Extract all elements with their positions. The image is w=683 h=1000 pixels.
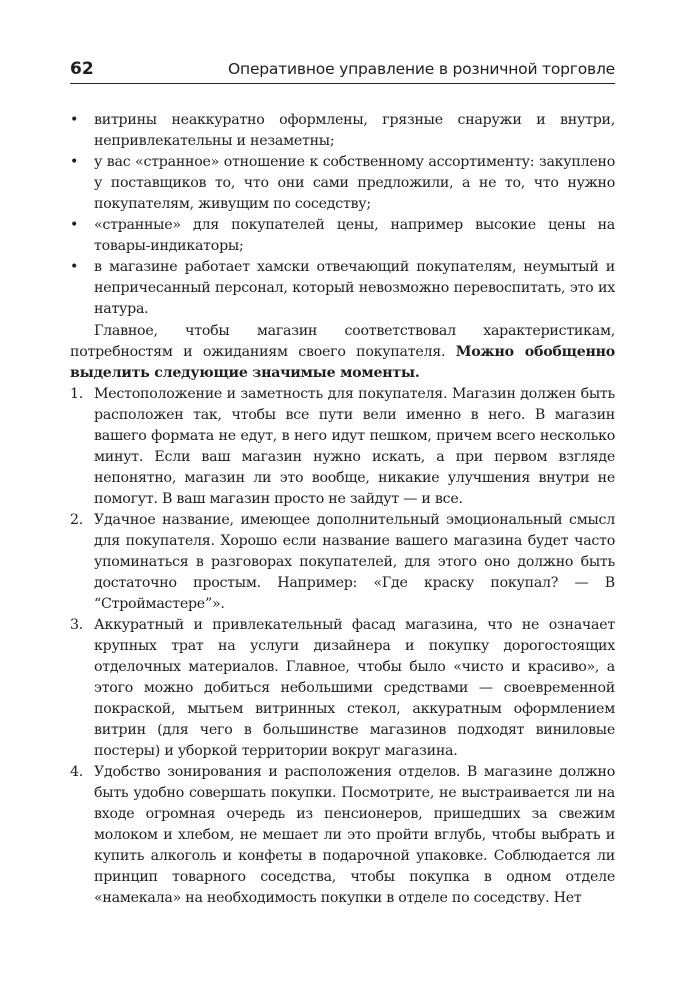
bullet-item xyxy=(70,152,615,215)
bullet-item xyxy=(70,215,615,257)
bullet-item xyxy=(70,257,615,320)
bullet-item xyxy=(70,110,615,152)
numbered-item xyxy=(70,615,615,762)
item-text: Удобство зонирования и расположения отделов. В магазине должно быть удобно совершать покупки. Посмотрите, не выстраивается ли на входе огромная очередь из пенсионеров, пришедших за свежим молоком и хлебом, не мешает ли это пройти вглубь, чтобы выбрать и купить алкоголь и конфеты в подарочной упаковке. Соблюдается ли принцип товарного соседства, чтобы покупка в одном отделе «намекала» на необходимость покупки в отделе по соседству. Нет xyxy=(94,764,615,906)
bullet-list xyxy=(70,110,615,320)
page-header xyxy=(70,58,615,82)
document-page xyxy=(70,58,615,909)
item-text: Аккуратный и привлекательный фасад магазина, что не означает крупных трат на услуги дизайнера и покупку дорогостоящих отделочных материалов. Главное, чтобы было «чисто и красиво», а этого можно добиться небольшими средствами — своевременной покраской, мытьем витринных стекол, аккуратным оформлением витрин (для чего в большинстве магазинов подходят виниловые постеры) и уборкой территории вокруг магазина. xyxy=(94,617,615,759)
bullet-text: «странные» для покупателей цены, например высокие цены на товары-индикаторы; xyxy=(94,217,615,254)
numbered-list xyxy=(70,384,615,909)
summary-paragraph xyxy=(70,321,615,384)
bullet-text: в магазине работает хамски отвечающий покупателям, неумытый и непричесанный персонал, который невозможно перевоспитать, это их натура. xyxy=(94,259,615,317)
item-number: 3. xyxy=(70,617,84,633)
running-title: Оперативное управление в розничной торговле xyxy=(228,60,615,78)
page-number: 62 xyxy=(70,59,94,79)
paragraph-bold-text: Можно обобщенно выделить следующие значимые моменты. xyxy=(70,344,615,381)
header-rule xyxy=(70,83,615,84)
item-text: Местоположение и заметность для покупателя. Магазин должен быть расположен так, чтобы все пути вели именно в него. В магазин вашего формата не едут, в него идут пешком, причем всего несколько минут. Если ваш магазин нужно искать, а при первом взгляде непонятно, магазин ли это вообще, никакие улучшения внутри не помогут. В ваш магазин просто не зайдут — и все. xyxy=(94,386,615,507)
bullet-marker: • xyxy=(70,154,79,170)
body-text xyxy=(70,110,615,909)
bullet-marker: • xyxy=(70,217,79,233)
bullet-marker: • xyxy=(70,112,79,128)
paragraph-text: Главное, чтобы магазин соответствовал характеристикам, потребностям и ожиданиям своего покупателя. xyxy=(70,323,615,360)
numbered-item xyxy=(70,510,615,615)
item-number: 2. xyxy=(70,512,84,528)
item-text: Удачное название, имеющее дополнительный эмоциональный смысл для покупателя. Хорошо если название вашего магазина будет часто упоминаться в разговорах покупателей, для этого оно должно быть достаточно простым. Например: «Где краску покупал? — В “Строймастере”». xyxy=(94,512,615,612)
bullet-marker: • xyxy=(70,259,79,275)
numbered-item xyxy=(70,384,615,510)
numbered-item xyxy=(70,762,615,909)
item-number: 1. xyxy=(70,386,84,402)
bullet-text: у вас «странное» отношение к собственному ассортименту: закуплено у поставщиков то, что они сами предложили, а не то, что нужно покупателям, живущим по соседству; xyxy=(94,154,615,212)
bullet-text: витрины неаккуратно оформлены, грязные снаружи и внутри, непривлекательны и незаметны; xyxy=(94,112,615,149)
item-number: 4. xyxy=(70,764,84,780)
